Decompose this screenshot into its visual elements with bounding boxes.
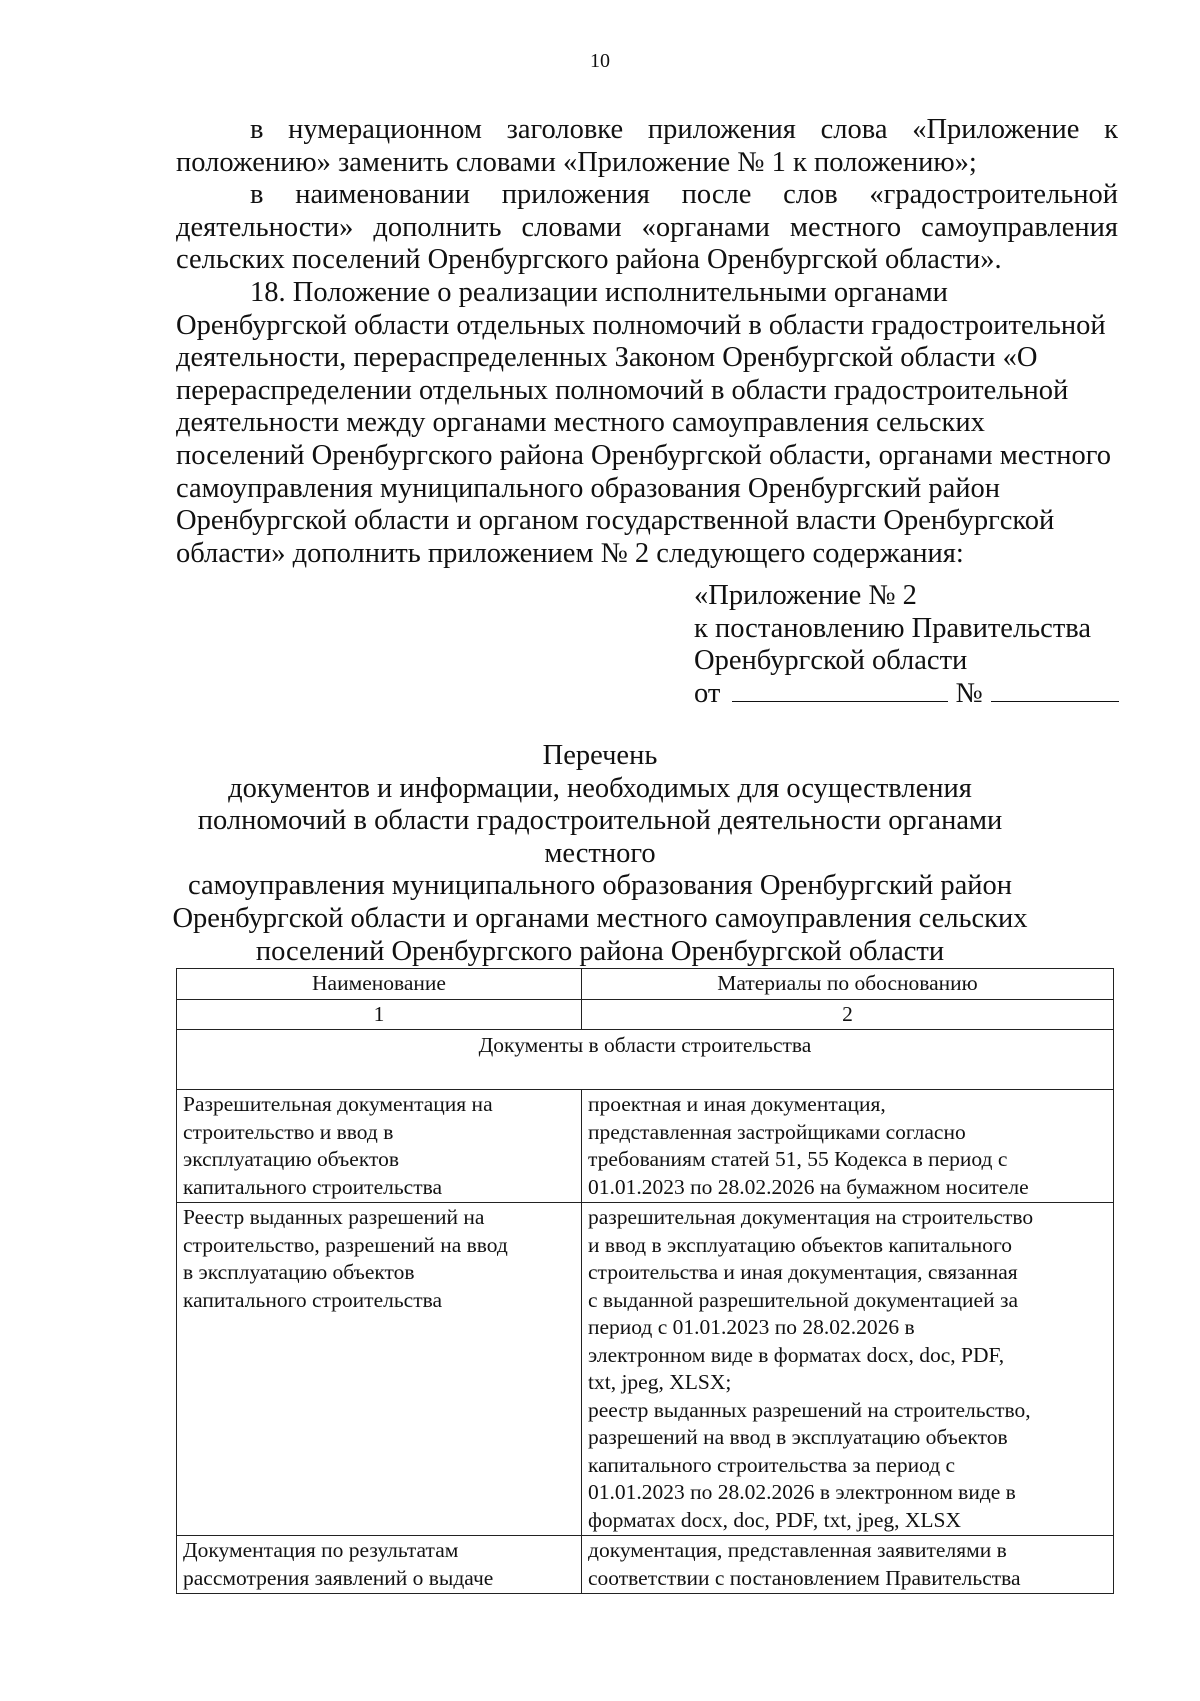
cell-line: txt, jpeg, XLSX;: [588, 1370, 732, 1394]
list-title: [150, 740, 1050, 968]
list-subtitle-line: полномочий в области градостроительной деятельности органами местного: [197, 805, 1003, 869]
table-column-numbers-row: [177, 999, 1114, 1030]
column-number-1: 1: [177, 999, 582, 1030]
cell-line: строительство и ввод в: [183, 1119, 394, 1144]
column-number-2: 2: [582, 999, 1114, 1030]
annex-header: [694, 580, 1124, 710]
cell-line: рассмотрения заявлений о выдаче: [183, 1565, 494, 1590]
date-label: от: [694, 677, 721, 709]
row-name-cell: [177, 1536, 582, 1594]
paragraph-item-18: 18. Положение о реализации исполнительными органами Оренбургской области отдельных полномочий в области градостроительной деятельности, перераспределенных Законом Оренбургской области «О перераспределении отдельных полномочий в области градостроительной деятельности между органами местного самоуправления сельских поселений Оренбургского района Оренбургской области, органами местного самоуправления муниципального образования Оренбургский район Оренбургской области и органом государственной власти Оренбургской области» дополнить приложением № 2 следующего содержания:: [176, 276, 1111, 569]
cell-line: с выданной разрешительной документацией за: [588, 1287, 1019, 1312]
cell-line: документация, представленная заявителями в: [588, 1538, 1007, 1562]
number-blank: [991, 679, 1119, 702]
table-row: [177, 1203, 1114, 1536]
cell-line: проектная и иная документация,: [588, 1092, 886, 1116]
cell-line: Реестр выданных разрешений на: [183, 1205, 485, 1229]
list-subtitle-line: поселений Оренбургского района Оренбургской области: [255, 935, 945, 967]
cell-line: Разрешительная документация на: [183, 1092, 493, 1116]
annex-date-number-line: [694, 678, 1124, 711]
table-row: [177, 1090, 1114, 1203]
date-blank: [732, 679, 948, 702]
cell-line: капитального строительства за период с: [588, 1452, 956, 1477]
table-row: [177, 1536, 1114, 1594]
cell-line: период с 01.01.2023 по 28.02.2026 в: [588, 1315, 915, 1339]
documents-table: [176, 968, 1114, 1594]
annex-line-2: к постановлению Правительства: [694, 612, 1092, 644]
cell-line: эксплуатацию объектов: [183, 1147, 400, 1171]
list-subtitle-line: самоуправления муниципального образования Оренбургский район: [187, 870, 1013, 902]
cell-line: капитального строительства: [183, 1287, 443, 1312]
cell-line: реестр выданных разрешений на строительство,: [588, 1397, 1031, 1422]
cell-line: соответствии с постановлением Правительства: [588, 1565, 1021, 1590]
row-materials-cell: [582, 1090, 1114, 1203]
table-header-row: [177, 969, 1114, 1000]
cell-line: 01.01.2023 по 28.02.2026 на бумажном носителе: [588, 1174, 1029, 1199]
cell-line: 01.01.2023 по 28.02.2026 в электронном виде в: [588, 1480, 1016, 1504]
body-text: [176, 114, 1118, 570]
header-name: Наименование: [177, 969, 582, 1000]
cell-line: электронном виде в форматах docx, doc, PDF,: [588, 1342, 1005, 1367]
list-subtitle-line: документов и информации, необходимых для осуществления: [228, 772, 972, 804]
cell-line: капитального строительства: [183, 1174, 443, 1199]
cell-line: разрешений на ввод в эксплуатацию объектов: [588, 1425, 1008, 1449]
cell-line: разрешительная документация на строительство: [588, 1205, 1034, 1229]
annex-line-3: Оренбургской области: [694, 645, 968, 677]
list-heading: Перечень: [542, 740, 658, 771]
page-number: 10: [590, 50, 610, 72]
list-subtitle-line: Оренбургской области и органами местного самоуправления сельских: [172, 902, 1028, 934]
paragraph-numbering-heading: в нумерационном заголовке приложения слова «Приложение к положению» заменить словами «Приложение № 1 к положению»;: [176, 114, 1118, 178]
cell-line: строительство, разрешений на ввод: [183, 1232, 508, 1257]
cell-line: представленная застройщиками согласно: [588, 1119, 966, 1144]
row-name-cell: [177, 1203, 582, 1536]
table-section-row: [177, 1030, 1114, 1090]
row-materials-cell: [582, 1536, 1114, 1594]
paragraph-annex-name: в наименовании приложения после слов «градостроительной деятельности» дополнить словами «органами местного самоуправления сельских поселений Оренбургского района Оренбургской области».: [176, 179, 1118, 276]
cell-line: и ввод в эксплуатацию объектов капитального: [588, 1232, 1012, 1257]
row-materials-cell: [582, 1203, 1114, 1536]
cell-line: строительства и иная документация, связанная: [588, 1260, 1018, 1284]
cell-line: Документация по результатам: [183, 1538, 459, 1562]
cell-line: требованиям статей 51, 55 Кодекса в период с: [588, 1147, 1008, 1171]
cell-line: форматах docx, doc, PDF, txt, jpeg, XLSX: [588, 1507, 962, 1532]
annex-line-1: «Приложение № 2: [694, 580, 917, 611]
number-label: №: [955, 677, 983, 709]
cell-line: в эксплуатацию объектов: [183, 1260, 415, 1284]
header-materials: Материалы по обоснованию: [582, 969, 1114, 1000]
section-title: Документы в области строительства: [177, 1030, 1114, 1090]
row-name-cell: [177, 1090, 582, 1203]
